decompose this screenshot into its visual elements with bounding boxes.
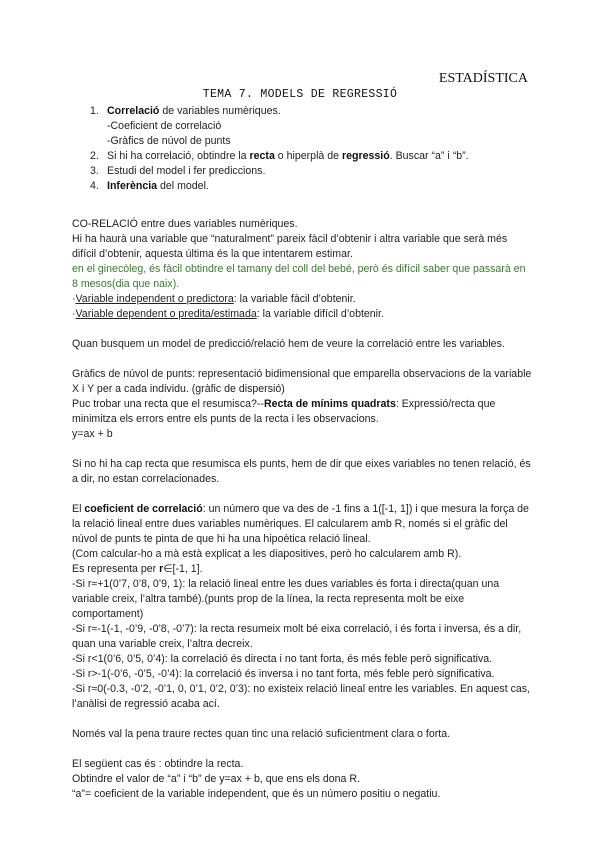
list-number: 1. xyxy=(90,105,99,117)
topic-sub-1: -Coeficient de correlació xyxy=(107,120,222,132)
text-span: El xyxy=(72,503,85,515)
page-title: TEMA 7. MODELS DE REGRESSIÓ xyxy=(202,88,398,101)
topic-text: . Buscar “a” i “b”. xyxy=(389,150,469,162)
paragraph: Obtindre el valor de “a” i “b” de y=ax + b, que ens els dona R. xyxy=(72,773,360,785)
document-body xyxy=(72,104,532,802)
term-bold: Recta de mínims quadrats xyxy=(263,398,396,410)
list-number: 3. xyxy=(90,165,99,177)
list-number: 2. xyxy=(90,150,99,162)
topic-list xyxy=(72,104,532,194)
bullet-dash: · xyxy=(72,293,76,305)
correlation-case: -Si r≈-1(-1, -0’9, -0’8, -0’7): la recta resumeix molt bé eixa correlació, i és forta i inversa, és a dir, quan una variable creix, l’altra decreix. xyxy=(72,623,522,650)
topic-text: del model. xyxy=(157,180,209,192)
correlation-case: -Si r<1(0’6, 0’5, 0’4): la correlació és directa i no tant forta, és més feble però significativa. xyxy=(72,653,493,665)
paragraph: Només val la pena traure rectes quan tinc una relació suficientment clara o forta. xyxy=(72,728,451,740)
topic-item-2 xyxy=(72,149,532,164)
text-span: : Expressió/recta que minimitza els errors entre els punts de la recta i les observacions. xyxy=(72,398,496,425)
section-heading: CO-RELACIÓ entre dues variables numèriques. xyxy=(72,218,298,230)
paragraph: “a”= coeficient de la variable independent, que és un número positiu o negatiu. xyxy=(72,788,441,800)
example-note: en el ginecòleg, és fàcil obtindre el tamany del coll del bebé, però és difícil saber que passarà en 8 mesos(dia que naix). xyxy=(72,263,526,290)
text-span: : un número que va des de -1 fins a 1([-1, 1]) i que mesura la força de la relació lineal entre dues variables numèriques. El calcularem amb R, només si el gràfic del núvol de punts te pinta de que hi ha una hipoètica relació lineal. xyxy=(72,503,529,545)
term-bold: r xyxy=(159,563,164,575)
topic-text: Estudi del model i fer prediccions. xyxy=(107,165,266,177)
text-span: ∈[-1, 1]. xyxy=(163,563,203,575)
text-span: Puc trobar una recta que el resumisca?-- xyxy=(72,398,264,410)
term-bold: coeficient de correlació xyxy=(84,503,203,515)
topic-text: de variables numèriques. xyxy=(159,105,281,117)
text-span: Es representa per xyxy=(72,563,160,575)
paragraph xyxy=(72,502,532,547)
paragraph: El següent cas és : obtindre la recta. xyxy=(72,758,244,770)
topic-item-3 xyxy=(72,164,532,179)
topic-item-4 xyxy=(72,179,532,194)
paragraph: (Com calcular-ho a mà està explicat a les diapositives, però ho calcularem amb R). xyxy=(72,548,462,560)
topic-item-1 xyxy=(72,104,532,119)
term-definition: : la variable fàcil d’obtenir. xyxy=(233,293,356,305)
variable-definition xyxy=(72,307,532,322)
bullet-dash: · xyxy=(72,308,76,320)
formula: y=ax + b xyxy=(72,428,113,440)
correlation-case: -Si r≈+1(0’7, 0’8, 0’9, 1): la relació lineal entre les dues variables és forta i directa(quan una variable creix, l’altra també).(punts prop de la línea, la recta representa molt be eixe comportament) xyxy=(72,578,500,620)
correlation-case: -Si r>-1(-0’6, -0’5, -0’4): la correlació és inversa i no tant forta, més feble però significativa. xyxy=(72,668,495,680)
paragraph: Gràfics de núvol de punts: representació bidimensional que emparella observacions de la variable X i Y per a cada individu. (gràfic de dispersió) xyxy=(72,368,532,395)
topic-text: o hiperplà de xyxy=(274,150,342,162)
subject-header: ESTADÍSTICA xyxy=(438,71,528,86)
term-underlined: Variable dependent o predita/estimada xyxy=(75,308,257,320)
paragraph: Quan busquem un model de predicció/relació hem de veure la correlació entre les variables. xyxy=(72,338,505,350)
term-underlined: Variable independent o predictora xyxy=(75,293,234,305)
paragraph: Si no hi ha cap recta que resumisca els punts, hem de dir que eixes variables no tenen relació, és a dir, no estan correlacionades. xyxy=(72,458,531,485)
topic-keyword: regressió xyxy=(342,150,390,162)
topic-keyword: Correlació xyxy=(107,105,160,117)
topic-keyword: recta xyxy=(249,150,275,162)
topic-keyword: Inferència xyxy=(107,180,158,192)
topic-text: Si hi ha correlació, obtindre la xyxy=(107,150,250,162)
term-definition: : la variable difícil d’obtenir. xyxy=(256,308,384,320)
list-number: 4. xyxy=(90,180,99,192)
paragraph: Hi ha haurà una variable que “naturalment” pareix fàcil d’obtenir i altra variable que serà més difícil d’obtenir, aquesta última és la que intentarem estimar. xyxy=(72,233,508,260)
topic-sub-2: -Gràfics de núvol de punts xyxy=(107,135,231,147)
paragraph xyxy=(72,397,532,427)
paragraph xyxy=(72,562,532,577)
correlation-case: -Si r≈0(-0.3, -0’2, -0’1, 0, 0’1, 0’2, 0’3): no existeix relació lineal entre les variables. En aquest cas, l’anàlisi de regressió acaba ací. xyxy=(72,683,531,710)
variable-definition xyxy=(72,292,532,307)
